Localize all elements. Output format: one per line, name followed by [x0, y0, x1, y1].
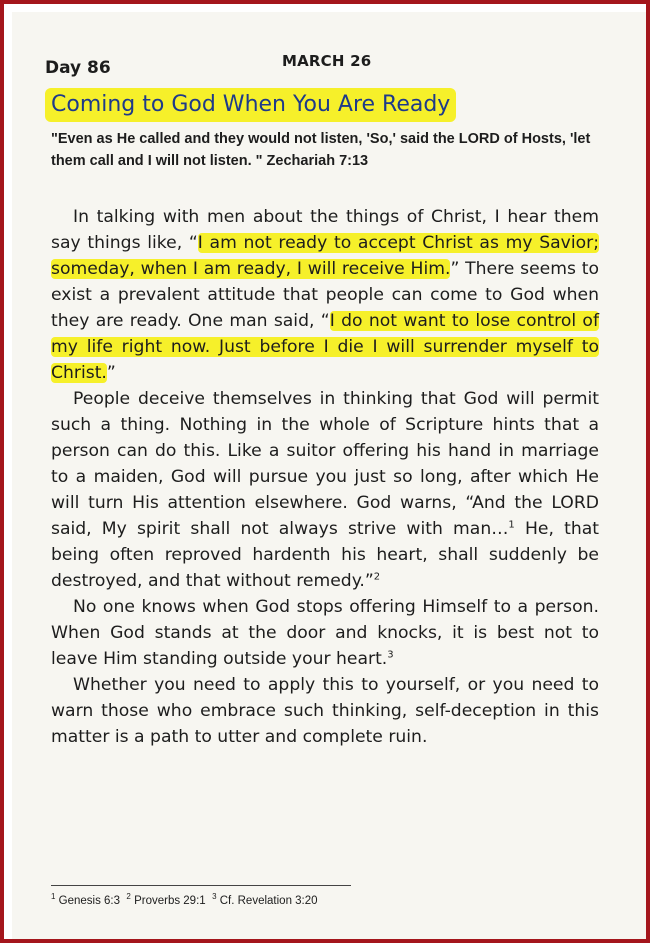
- footnote-text: Genesis 6:3: [58, 895, 121, 907]
- paragraph-3: [51, 594, 599, 672]
- footnote-ref-1: 1: [508, 519, 515, 531]
- paragraph-4: [51, 672, 599, 750]
- page-title: Coming to God When You Are Ready: [45, 88, 456, 122]
- footnotes: [51, 892, 318, 907]
- footnote-ref-2: 2: [373, 571, 381, 583]
- footnote-divider: [51, 885, 351, 886]
- day-number: Day 86: [45, 58, 111, 78]
- footnote-number: 2: [126, 892, 131, 902]
- paragraph-2-text-b: He, that being often reproved hardenth his heart, shall suddenly be destroyed, and that without remedy.”: [51, 519, 599, 591]
- footnote-text: Cf. Revelation 3:20: [219, 895, 318, 907]
- paragraph-4-text: Whether you need to apply this to yourself, or you need to warn those who embrace such thinking, self-deception in this matter is a path to utter and complete ruin.: [51, 675, 599, 747]
- footnote-ref-3: 3: [387, 649, 394, 661]
- highlighted-quote-1: I am not ready to accept Christ as my Savior; someday, when I am ready, I will receive Him.: [51, 233, 599, 279]
- paragraph-2-text-a: People deceive themselves in thinking that God will permit such a thing. Nothing in the whole of Scripture hints that a person can do this. Like a suitor offering his hand in marriage to a maiden, God will pursue you just so long, after which He will turn His attention elsewhere. God warns, “And the LORD said, My spirit shall not always strive with man…: [51, 389, 599, 539]
- scripture-verse: "Even as He called and they would not listen, 'So,' said the LORD of Hosts, 'let them call and I will not listen. " Zechariah 7:13: [51, 131, 591, 169]
- highlighted-quote-2: I do not want to lose control of my life right now. Just before I die I will surrender myself to Christ.: [51, 311, 600, 383]
- devotional-body: [51, 204, 599, 750]
- paragraph-1-text-b: ” There seems to exist a prevalent attitude that people can come to God when they are ready. One man said, “: [51, 259, 599, 331]
- paragraph-1-text-c: ”: [106, 363, 116, 383]
- paragraph-3-text: No one knows when God stops offering Himself to a person. When God stands at the door and knocks, it is best not to leave Him standing outside your heart.: [51, 597, 599, 669]
- page-header: [45, 52, 605, 82]
- paragraph-2: [51, 386, 599, 594]
- footnote-number: 3: [212, 892, 217, 902]
- page-date: MARCH 26: [282, 52, 372, 70]
- footnote-number: 1: [51, 892, 56, 902]
- paragraph-1-text-a: In talking with men about the things of Christ, I hear them say things like, “: [51, 207, 599, 253]
- footnote-text: Proverbs 29:1: [134, 895, 206, 907]
- paragraph-1: [51, 204, 599, 386]
